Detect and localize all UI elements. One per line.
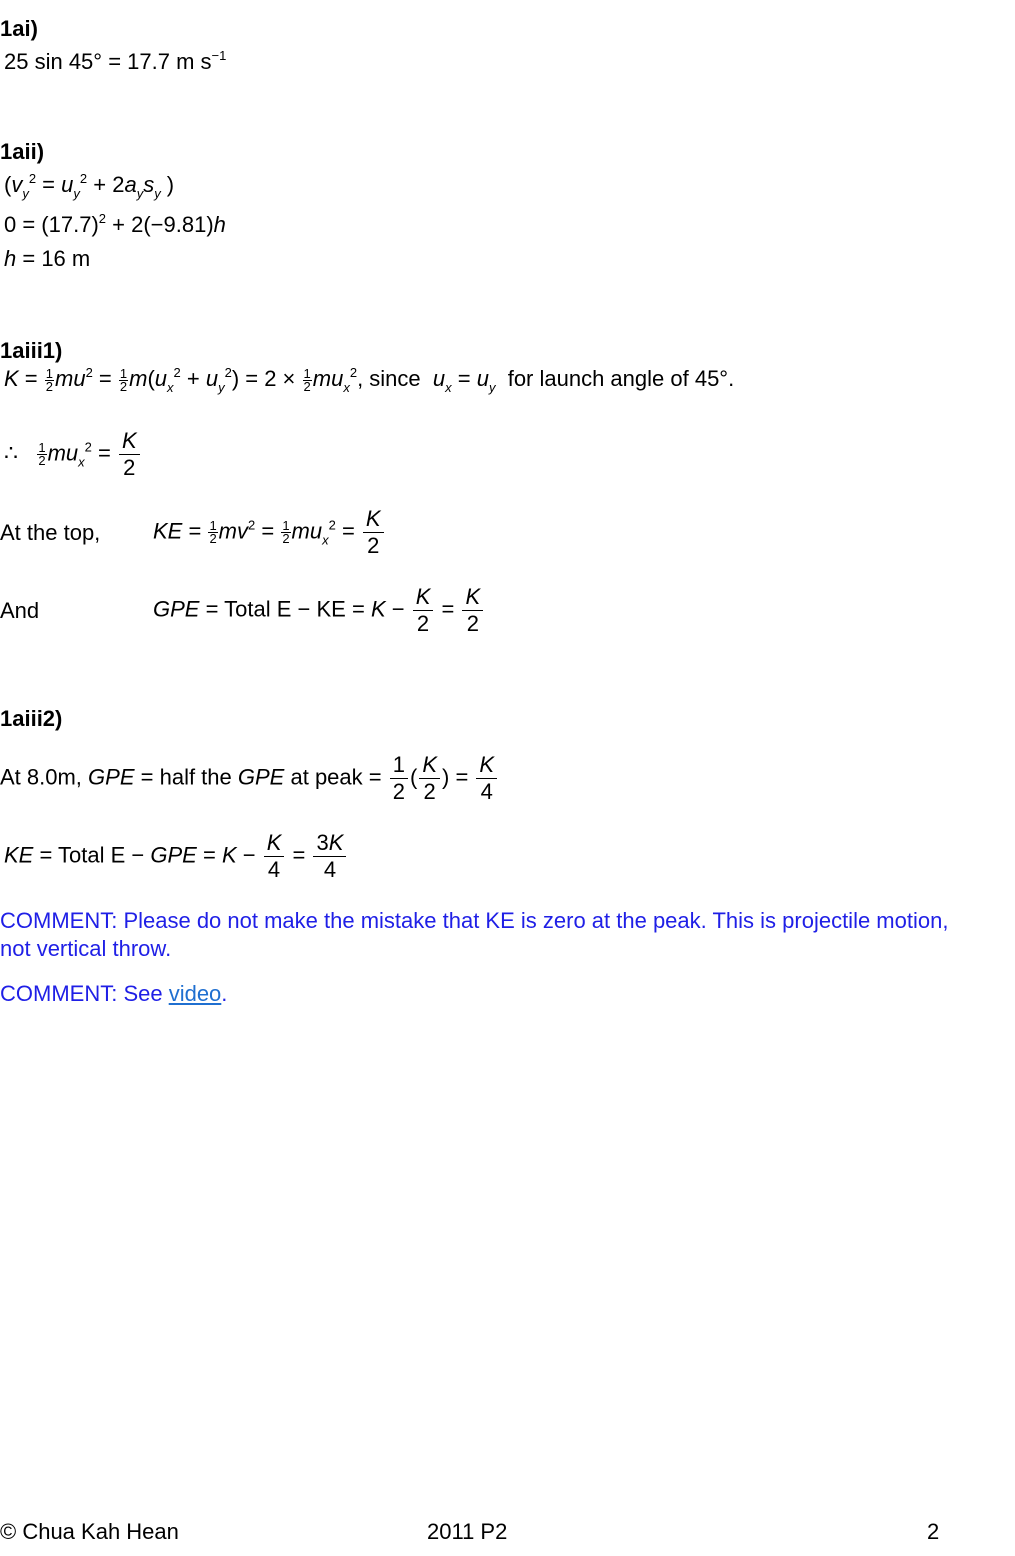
- equation-suvat: ($v_y^2 = u_y^2 + 2a_ys_y$ ): [4, 171, 175, 201]
- footer-paper: 2011 P2: [427, 1519, 508, 1544]
- comment-ke-peak-cont: not vertical throw.: [0, 936, 172, 961]
- equation-1ai-text: 25 sin 45° = 17.7 m s: [4, 49, 212, 74]
- section-heading-1aiii2: 1aiii2): [0, 706, 63, 731]
- at-label: At 8.0m,: [0, 764, 82, 790]
- equation-1ai: [4, 49, 226, 73]
- comment-video-prefix: COMMENT: See: [0, 981, 169, 1006]
- ke-text: KE: [316, 596, 346, 622]
- comment-ke-peak: COMMENT: Please do not make the mistake that KE is zero at the peak. This is projectile motion,: [0, 908, 949, 933]
- since-text: , since: [357, 366, 421, 391]
- total-e-text-2: Total E: [58, 842, 126, 868]
- section-heading-1aii: 1aii): [0, 139, 45, 164]
- footer-copyright: © Chua Kah Hean: [0, 1519, 179, 1544]
- at-peak-text: at peak: [290, 764, 363, 790]
- footer-page-number: 2: [927, 1519, 940, 1544]
- video-link[interactable]: video: [168, 981, 222, 1006]
- equation-kinetic-energy: K = $\frac{1}{2}$ $mu^2$ = $\frac{1}{2}$ $m(u_x^2 + u_y^2) = 2$ × $\frac{1}{2}$ $mu_x^2$, since $u_x = u_y$ for launch angle of 45°.: [4, 365, 735, 395]
- equation-height-result: h = 16 m: [4, 246, 91, 271]
- equation-therefore: ∴ $\frac{1}{2}$ $mu_x^2$ = $\frac{K}{2}$: [4, 428, 142, 481]
- half-the-text: half the: [159, 764, 232, 790]
- equation-1ai-sup: −1: [211, 48, 227, 63]
- label-at-the-top: At the top,: [0, 520, 101, 545]
- equation-ke-top: KE = $\frac{1}{2}$ $mv^2$ = $\frac{1}{2}$ $mu_x^2$ = $\frac{K}{2}$: [153, 506, 386, 559]
- equation-gpe-8m: At 8.0m, GPE = half the GPE at peak = $\frac{1}{2}$ ( $\frac{K}{2}$ ) = $\frac{K}{4}$: [0, 752, 499, 805]
- equation-ke-8m: KE = Total E − GPE = K − $\frac{K}{4}$ = $\frac{3K}{4}$: [4, 830, 348, 883]
- section-heading-1ai: 1ai): [0, 16, 38, 41]
- launch-angle-text: for launch angle of 45°.: [507, 366, 735, 391]
- total-e-text-1: Total E: [224, 596, 292, 622]
- therefore-symbol: ∴: [4, 440, 18, 466]
- section-heading-1aiii1: 1aiii1): [0, 338, 63, 363]
- equation-gpe-top: GPE = Total E − KE = K − $\frac{K}{2}$ = $\frac{K}{2}$: [153, 584, 485, 637]
- comment-video-suffix: .: [221, 981, 228, 1006]
- comment-video: [0, 983, 227, 1005]
- equation-substitution: $0 = (17.7)^2 + 2(-9.81)h$: [4, 211, 226, 237]
- label-and: And: [0, 598, 40, 623]
